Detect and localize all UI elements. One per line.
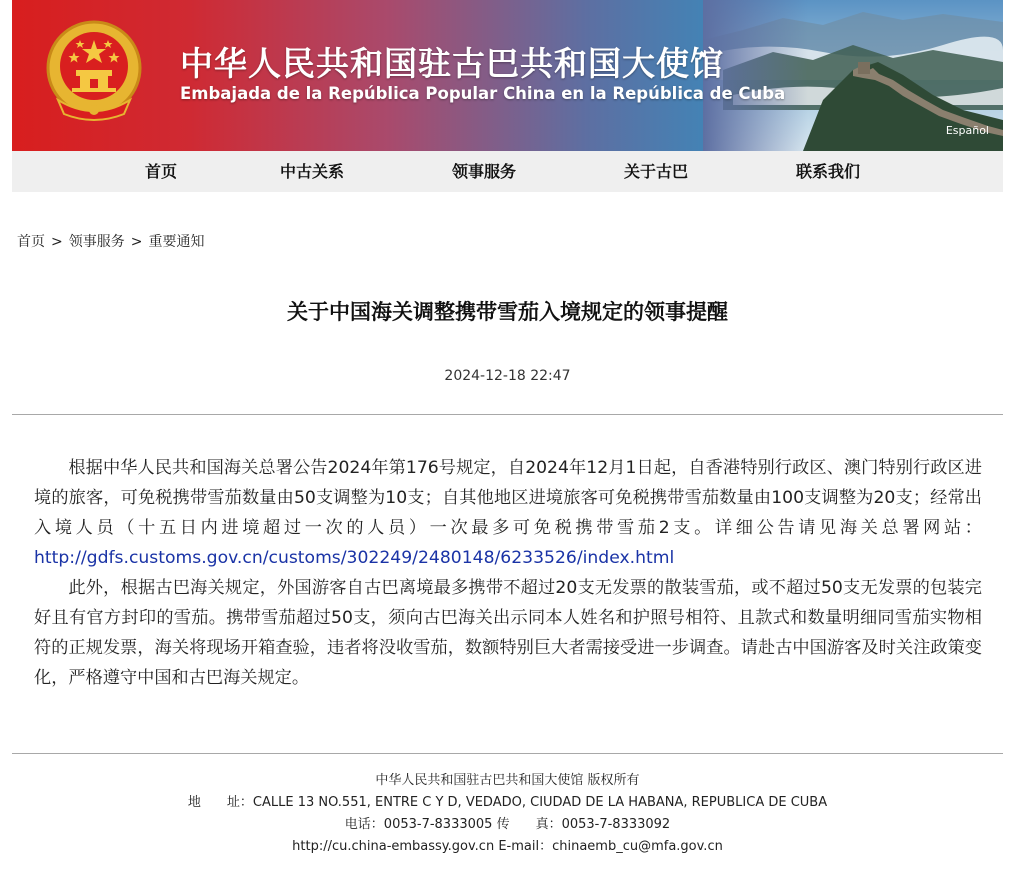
nav-item-china-cuba-relations[interactable]: 中古关系 — [280, 162, 345, 181]
breadcrumb-consular-services[interactable]: 领事服务 — [68, 234, 125, 250]
article-title: 关于中国海关调整携带雪茄入境规定的领事提醒 — [287, 300, 728, 324]
breadcrumb-separator: > — [130, 234, 143, 250]
nav-item-contact-us[interactable]: 联系我们 — [796, 162, 861, 181]
page-wrapper — [12, 0, 1003, 854]
divider — [12, 753, 1003, 754]
nav-item-home[interactable]: 首页 — [145, 162, 178, 181]
article-date: 2024-12-18 22:47 — [444, 368, 571, 384]
site-title-chinese: 中华人民共和国驻古巴共和国大使馆 — [180, 44, 724, 83]
breadcrumb — [17, 231, 204, 251]
footer-phone-fax: 电话：0053-7-8333005 传 真：0053-7-8333092 — [344, 817, 671, 832]
main-nav — [12, 151, 1003, 192]
footer-copyright: 中华人民共和国驻古巴共和国大使馆 版权所有 — [375, 773, 640, 788]
language-switch-spanish-link[interactable]: Español — [945, 124, 989, 137]
paragraph-text: 根据中华人民共和国海关总署公告2024年第176号规定，自2024年12月1日起，自香港特别行政区、澳门特别行政区进境的旅客，可免税携带雪茄数量由50支调整为10支；自其他地区进境旅客可免税携带雪茄数量由100支调整为20支；经常出入境人员（十五日内进境超过一次的人员）一次最多可免税携带雪茄2支。详细公告请见海关总署网站： — [34, 458, 982, 538]
site-title-spanish: Embajada de la República Popular China en la República de Cuba — [180, 84, 786, 103]
divider — [12, 414, 1003, 415]
article-body — [34, 453, 982, 693]
nav-item-consular-services[interactable]: 领事服务 — [452, 162, 517, 181]
footer-web-email: http://cu.china-embassy.gov.cn E-mail：chinaemb_cu@mfa.gov.cn — [292, 839, 723, 854]
national-emblem-icon — [44, 18, 144, 126]
article-paragraph: 此外，根据古巴海关规定，外国游客自古巴离境最多携带不超过20支无发票的散装雪茄，或不超过50支无发票的包装完好且有官方封印的雪茄。携带雪茄超过50支，须向古巴海关出示同本人姓名和护照号相符、且款式和数量明细同雪茄实物相符的正规发票，海关将现场开箱查验，违者将没收雪茄，数额特别巨大者需接受进一步调查。请赴古中国游客及时关注政策变化，严格遵守中国和古巴海关规定。 — [34, 578, 982, 688]
nav-item-about-cuba[interactable]: 关于古巴 — [624, 162, 689, 181]
breadcrumb-home[interactable]: 首页 — [17, 234, 45, 250]
article-paragraph — [34, 453, 982, 573]
site-banner — [12, 0, 1003, 151]
breadcrumb-important-notices[interactable]: 重要通知 — [148, 234, 205, 250]
footer-address: 地 址：CALLE 13 NO.551, ENTRE C Y D, VEDADO, CIUDAD DE LA HABANA, REPUBLICA DE CUBA — [187, 795, 828, 810]
customs-announcement-link[interactable]: http://gdfs.customs.gov.cn/customs/302249/2480148/6233526/index.html — [34, 548, 675, 568]
breadcrumb-separator: > — [51, 234, 63, 250]
site-footer — [12, 770, 1003, 858]
